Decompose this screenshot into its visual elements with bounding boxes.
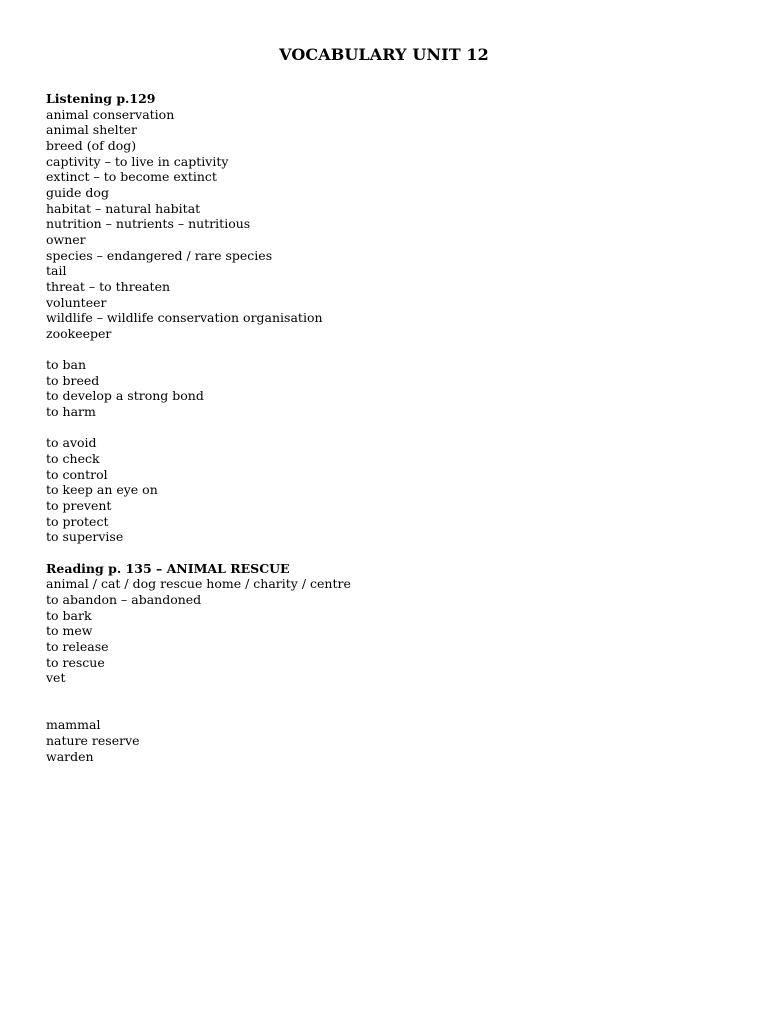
vocab-item: animal / cat / dog rescue home / charity / centre — [46, 576, 351, 592]
vocab-item: wildlife – wildlife conservation organisation — [46, 310, 323, 326]
vocab-item: to control — [46, 466, 108, 482]
section-heading: Listening p.129 — [46, 91, 156, 106]
vocab-item: species – endangered / rare species — [46, 247, 273, 263]
vocab-item: to develop a strong bond — [46, 388, 204, 404]
vocab-item: to mew — [46, 623, 93, 639]
vocab-item: extinct – to become extinct — [46, 169, 217, 185]
vocab-item: habitat – natural habitat — [46, 200, 201, 216]
word-group — [46, 107, 726, 342]
vocab-item: threat – to threaten — [46, 278, 171, 294]
vocab-item: to prevent — [46, 498, 112, 514]
word-group — [46, 357, 726, 420]
vocab-item: to bark — [46, 607, 92, 623]
vocab-item: mammal — [46, 717, 101, 733]
vocab-item: to keep an eye on — [46, 482, 158, 498]
section-reading — [46, 561, 726, 765]
blank-line — [46, 686, 726, 717]
vocab-item: animal shelter — [46, 122, 138, 138]
vocab-item: to protect — [46, 513, 109, 529]
vocab-item: captivity – to live in captivity — [46, 153, 229, 169]
vocab-item: zookeeper — [46, 325, 112, 341]
section-heading: Reading p. 135 – ANIMAL RESCUE — [46, 560, 290, 576]
document-title: VOCABULARY UNIT 12 — [279, 45, 489, 64]
document-content — [46, 91, 726, 764]
vocab-item: breed (of dog) — [46, 137, 137, 153]
vocab-item: tail — [46, 263, 67, 279]
vocab-item: animal conservation — [46, 106, 175, 122]
vocab-item: guide dog — [46, 184, 109, 200]
word-group — [46, 576, 726, 686]
vocab-item: to avoid — [46, 435, 97, 451]
word-group — [46, 717, 726, 764]
blank-line — [46, 545, 726, 561]
vocab-item: nature reserve — [46, 732, 140, 748]
vocab-item: to breed — [46, 372, 100, 388]
vocab-item: to abandon – abandoned — [46, 591, 202, 607]
vocab-item: to supervise — [46, 529, 124, 545]
word-group — [46, 435, 726, 545]
blank-line — [46, 420, 726, 436]
vocab-item: owner — [46, 231, 86, 247]
vocab-item: volunteer — [46, 294, 107, 310]
vocab-item: nutrition – nutrients – nutritious — [46, 216, 251, 232]
section-listening — [46, 91, 726, 545]
vocab-item: warden — [46, 748, 94, 764]
vocab-item: to ban — [46, 357, 87, 373]
vocab-item: to release — [46, 638, 109, 654]
vocab-item: to harm — [46, 404, 96, 420]
vocab-item: to rescue — [46, 654, 105, 670]
vocab-item: to check — [46, 451, 100, 467]
blank-line — [46, 342, 726, 358]
vocab-item: vet — [46, 670, 66, 686]
